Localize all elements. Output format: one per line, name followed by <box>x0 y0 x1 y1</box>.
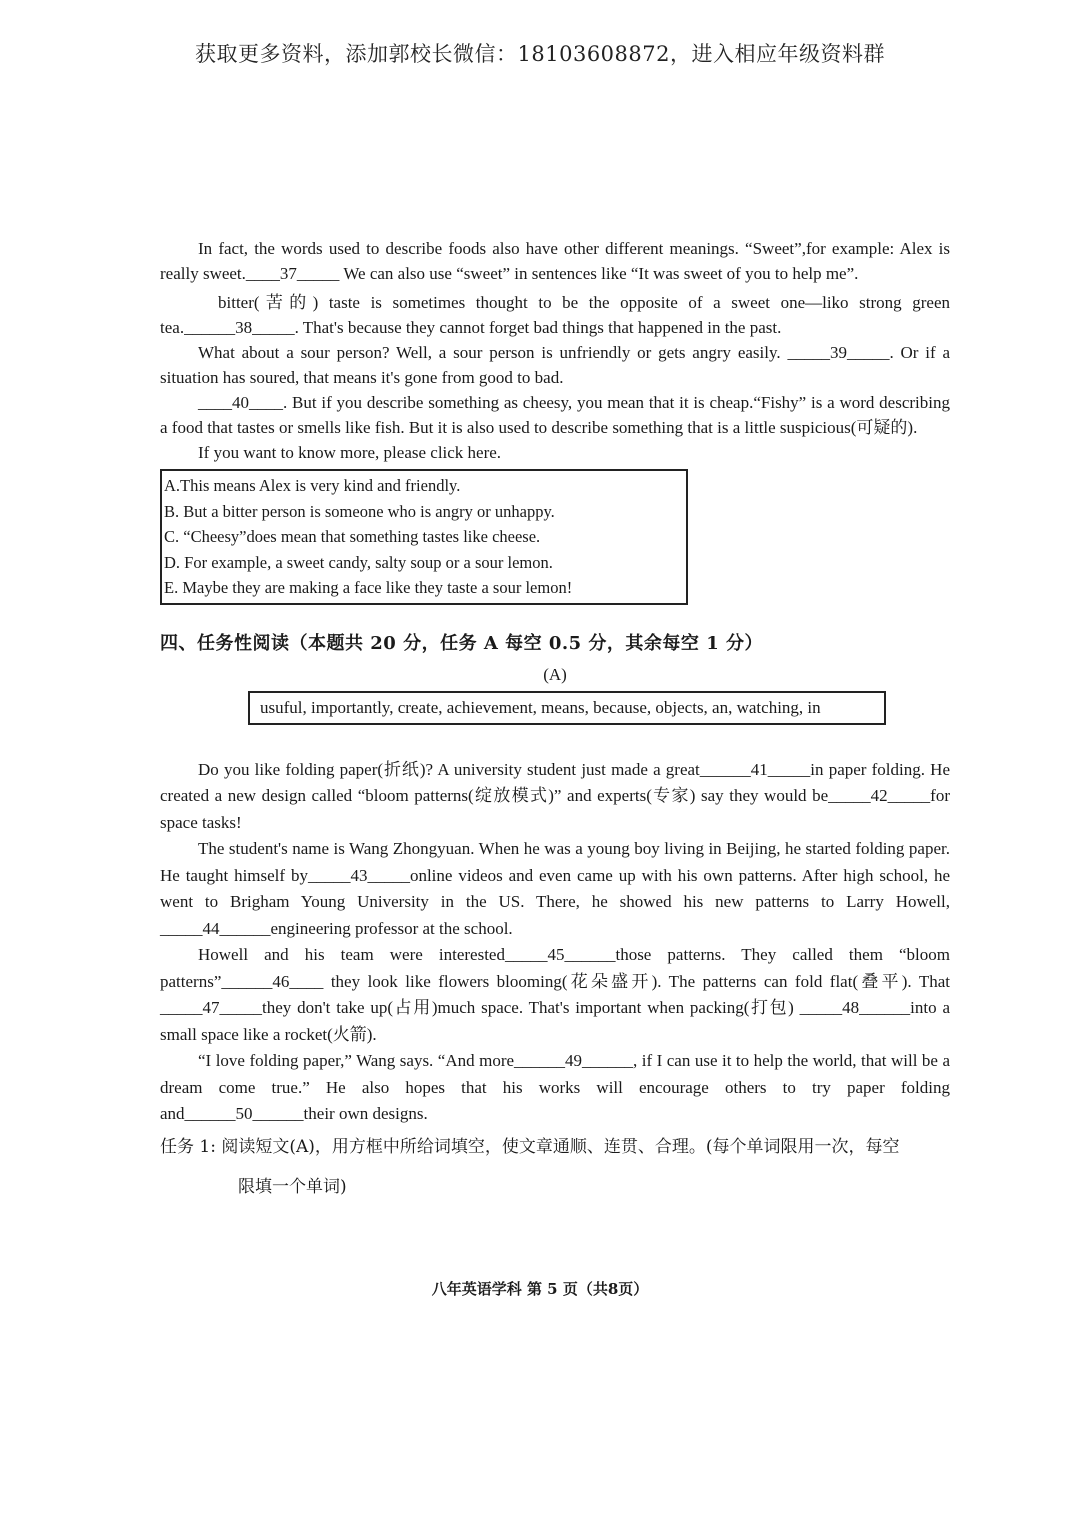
page-footer: 八年英语学科 第 5 页（共8页） <box>431 1280 649 1298</box>
passage-paragraph: ____40____. But if you describe something as cheesy, you mean that it is cheap.“Fishy” is a word describing a food that tastes or smells like fish. But it is also used to describe something that is a little suspicious(可疑的). <box>160 393 950 437</box>
task-instruction-cont: 限填一个单词) <box>238 1176 347 1197</box>
passage-paragraph: Howell and his team were interested_____45______those patterns. They called them “bloom patterns”______46____ they look like flowers blooming(花朵盛开). The patterns can fold flat(叠平). That _____47_____they don't take up(占用)much space. That's important when packing(打包) _____48______into a small space like a rocket(火箭). <box>160 945 950 1044</box>
passage-paragraph: Do you like folding paper(折纸)? A university student just made a great______41_____in paper folding. He created a new design called “bloom patterns(绽放模式)” and experts(专家) say they would be_____42_____for space tasks! <box>160 759 950 832</box>
word-bank-box: usuful, importantly, create, achievement, means, because, objects, an, watching, in <box>248 691 886 725</box>
passage-paragraph: “I love folding paper,” Wang says. “And more______49______, if I can use it to help the world, that will be a dream come true.” He also hopes that his works will encourage others to try paper folding and______50______their own designs. <box>160 1051 950 1123</box>
reading-passage-a <box>160 757 950 1128</box>
option-c: C. “Cheesy”does mean that something tastes like cheese. <box>164 527 541 546</box>
task-instruction: 任务 1: 阅读短文(A)，用方框中所给词填空，使文章通顺、连贯、合理。(每个单词限用一次，每空 <box>160 1136 900 1157</box>
passage-paragraph: What about a sour person? Well, a sour person is unfriendly or gets angry easily. _____39_____. Or if a situation has soured, that means it's gone from good to bad. <box>160 343 950 387</box>
option-b: B. But a bitter person is someone who is angry or unhappy. <box>164 501 555 521</box>
passage-paragraph: If you want to know more, please click here. <box>198 443 502 462</box>
subsection-label: (A) <box>543 664 567 684</box>
option-a: A.This means Alex is very kind and friendly. <box>164 476 461 495</box>
passage-paragraph: In fact, the words used to describe foods also have other different meanings. “Sweet”,for example: Alex is really sweet.____37_____ We can also use “sweet” in sentences like “It was sweet of you to help me”. <box>160 239 950 283</box>
options-box <box>160 469 688 605</box>
passage-paragraph: The student's name is Wang Zhongyuan. When he was a young boy living in Beijing, he started folding paper. He taught himself by_____43_____online videos and even came up with his own patterns. After high school, he went to Brigham Young University in the US. There, he showed his new patterns to Larry Howell, _____44______engineering professor at the school. <box>160 839 950 938</box>
exam-page <box>160 236 950 1197</box>
passage-paragraph: bitter(苦的) taste is sometimes thought to be the opposite of a sweet one—liko strong green tea.______38_____. That's because they cannot forget bad things that happened in the past. <box>160 293 950 337</box>
reading-passage-7-choose <box>160 236 950 465</box>
section-heading: 四、任务性阅读（本题共 20 分，任务 A 每空 0.5 分，其余每空 1 分） <box>160 632 763 654</box>
promo-banner: 获取更多资料，添加郭校长微信：18103608872，进入相应年级资料群 <box>195 42 885 66</box>
option-d: D. For example, a sweet candy, salty soup or a sour lemon. <box>164 552 553 572</box>
option-e: E. Maybe they are making a face like they taste a sour lemon! <box>164 578 573 597</box>
